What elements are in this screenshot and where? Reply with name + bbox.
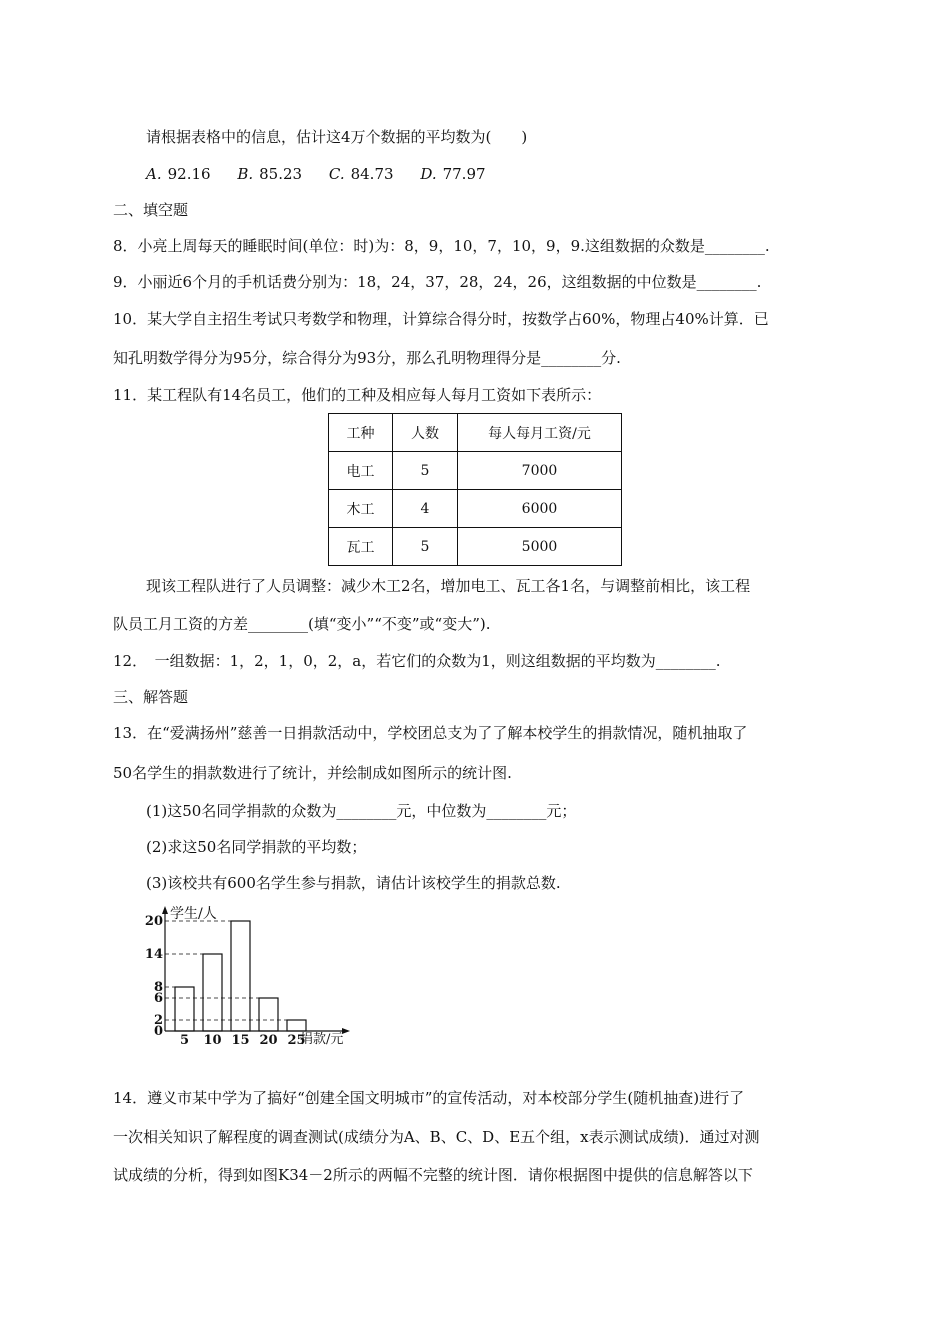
bar-10: [203, 954, 222, 1031]
table-cell: 木工: [329, 490, 393, 528]
bars-layer: [165, 921, 306, 1031]
table-header-cell: 人数: [393, 414, 458, 452]
table-header-row: [329, 414, 622, 452]
q7-option-c: C. 84.73: [328, 165, 394, 183]
y-tick-label: 8: [153, 980, 163, 995]
q10-line1: 10．某大学自主招生考试只考数学和物理，计算综合得分时，按数学占60%，物理占40%计算．已: [113, 310, 769, 328]
x-axis-label: 捐款/元: [300, 1032, 344, 1045]
q13-line2: 50名学生的捐款数进行了统计，并绘制成如图所示的统计图.: [113, 764, 512, 782]
section-2-title: 二、填空题: [113, 201, 189, 219]
x-tick-label: 10: [203, 1033, 222, 1045]
q11-stem: 11．某工程队有14名员工，他们的工种及相应每人每月工资如下表所示：: [113, 386, 602, 404]
q13-sub2: (2)求这50名同学捐款的平均数；: [146, 838, 367, 856]
x-tick-label: 15: [231, 1033, 250, 1045]
y-tick-label: 0: [153, 1024, 163, 1039]
q7-option-a: A. 92.16: [146, 165, 211, 183]
table-row: [329, 452, 622, 490]
q7-stem: 请根据表格中的信息，估计这4万个数据的平均数为( ): [146, 128, 528, 146]
table-cell: 4: [393, 490, 458, 528]
q9-text: 9．小丽近6个月的手机话费分别为：18，24，37，28，24，26，这组数据的中位数是________.: [113, 273, 762, 291]
bar-20: [259, 998, 278, 1031]
table-cell: 电工: [329, 452, 393, 490]
y-axis-label: 学生/人: [170, 906, 217, 922]
q7-option-d: D. 77.97: [420, 165, 486, 183]
table-row: [329, 528, 622, 566]
q11-after-line1: 现该工程队进行了人员调整：减少木工2名，增加电工、瓦工各1名，与调整前相比，该工程: [146, 577, 751, 595]
table-header-cell: 工种: [329, 414, 393, 452]
table-header-cell: 每人每月工资/元: [458, 414, 622, 452]
y-tick-label: 14: [144, 947, 163, 962]
q7-option-b: B. 85.23: [237, 165, 303, 183]
x-tick-label: 5: [179, 1033, 190, 1045]
q8-text: 8．小亮上周每天的睡眠时间(单位：时)为：8，9，10，7，10，9，9.这组数据的众数是________.: [113, 237, 770, 255]
q7-options: [146, 163, 508, 185]
q14-line2: 一次相关知识了解程度的调查测试(成绩分为A、B、C、D、E五个组，x表示测试成绩)．通过对测: [113, 1128, 760, 1146]
q12-text: 12． 一组数据：1，2，1，0，2，a，若它们的众数为1，则这组数据的平均数为________.: [113, 652, 721, 670]
wage-table: [328, 413, 622, 566]
q13-line1: 13．在“爱满扬州”慈善一日捐款活动中，学校团总支为了了解本校学生的捐款情况，随机抽取了: [113, 724, 748, 742]
q14-line3: 试成绩的分析，得到如图K34－2所示的两幅不完整的统计图．请你根据图中提供的信息解答以下: [113, 1166, 753, 1184]
bar-25: [287, 1020, 306, 1031]
bar-15: [231, 921, 250, 1031]
table-cell: 7000: [458, 452, 622, 490]
y-tick-label: 2: [153, 1013, 163, 1028]
q14-line1: 14．遵义市某中学为了搞好“创建全国文明城市”的宣传活动，对本校部分学生(随机抽查)进行了: [113, 1089, 745, 1107]
table-cell: 5: [393, 528, 458, 566]
q11-after-line2: 队员工月工资的方差________(填“变小”“不变”或“变大”).: [113, 615, 491, 633]
section-3-title: 三、解答题: [113, 688, 189, 706]
x-tick-label: 20: [259, 1033, 278, 1045]
y-axis-arrow-icon: [162, 906, 168, 914]
table-cell: 瓦工: [329, 528, 393, 566]
table-cell: 5: [393, 452, 458, 490]
table-cell: 5000: [458, 528, 622, 566]
q13-sub3: (3)该校共有600名学生参与捐款，请估计该校学生的捐款总数.: [146, 874, 561, 892]
donation-bar-chart: [140, 900, 380, 1045]
q13-sub1: (1)这50名同学捐款的众数为________元，中位数为________元；: [146, 802, 577, 820]
q10-line2: 知孔明数学得分为95分，综合得分为93分，那么孔明物理得分是________分.: [113, 349, 621, 367]
table-row: [329, 490, 622, 528]
y-tick-label: 20: [144, 914, 163, 929]
bar-5: [175, 987, 194, 1031]
y-tick-label: 6: [153, 991, 163, 1006]
table-cell: 6000: [458, 490, 622, 528]
x-tick-label: 25: [287, 1033, 306, 1045]
